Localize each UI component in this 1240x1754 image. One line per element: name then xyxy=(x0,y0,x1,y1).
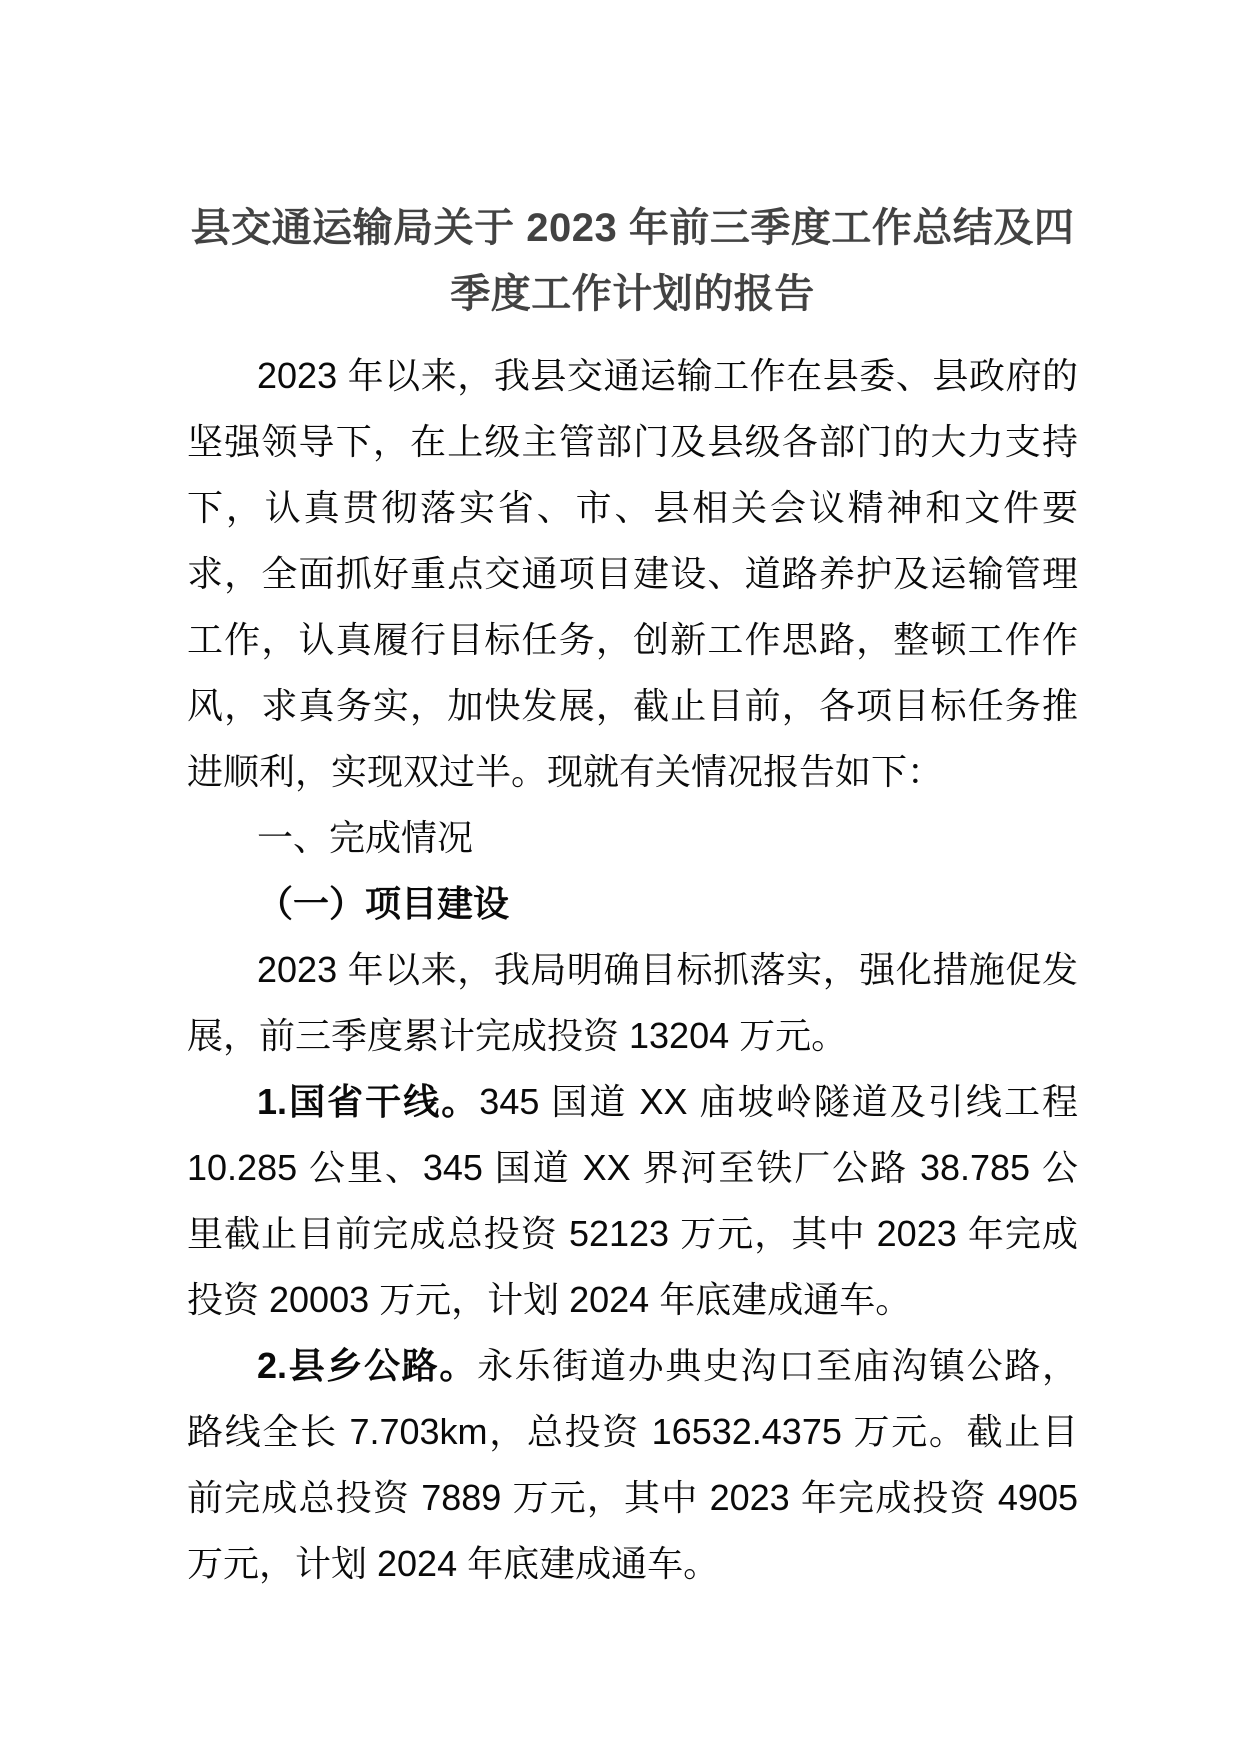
document-title: 县交通运输局关于 2023 年前三季度工作总结及四季度工作计划的报告 xyxy=(190,206,1075,316)
paragraph-text-national-provincial-trunk: 345 国道 XX 庙坡岭隧道及引线工程 10.285 公里、345 国道 XX 界河至铁厂公路 38.785 公里截止目前完成总投资 52123 万元，其中 2023 年完成投资 20003 万元，计划 2024 年底建成通车。 xyxy=(187,1081,1078,1320)
paragraph-text-county-township-roads: 永乐街道办典史沟口至庙沟镇公路，路线全长 7.703km，总投资 16532.4375 万元。截止目前完成总投资 7889 万元，其中 2023 年完成投资 4905 万元，计划 2024 年底建成通车。 xyxy=(187,1345,1078,1584)
paragraph-lead-national-provincial-trunk: 1.国省干线。 xyxy=(257,1081,480,1122)
paragraph-investment-summary: 2023 年以来，我局明确目标抓落实，强化措施促发展，前三季度累计完成投资 13204 万元。 xyxy=(187,949,1078,1056)
heading-project-construction: （一）项目建设 xyxy=(257,883,510,924)
paragraph-national-provincial-trunk xyxy=(187,1069,1078,1333)
paragraph-intro: 2023 年以来，我县交通运输工作在县委、县政府的坚强领导下，在上级主管部门及县级各部门的大力支持下，认真贯彻落实省、市、县相关会议精神和文件要求，全面抓好重点交通项目建设、道路养护及运输管理工作，认真履行目标任务，创新工作思路，整顿工作作风，求真务实，加快发展，截止目前，各项目标任务推进顺利，实现双过半。现就有关情况报告如下： xyxy=(187,355,1078,792)
paragraph-lead-county-township-roads: 2.县乡公路。 xyxy=(257,1345,478,1386)
heading-completion-status: 一、完成情况 xyxy=(257,817,474,858)
paragraph-county-township-roads xyxy=(187,1333,1078,1597)
